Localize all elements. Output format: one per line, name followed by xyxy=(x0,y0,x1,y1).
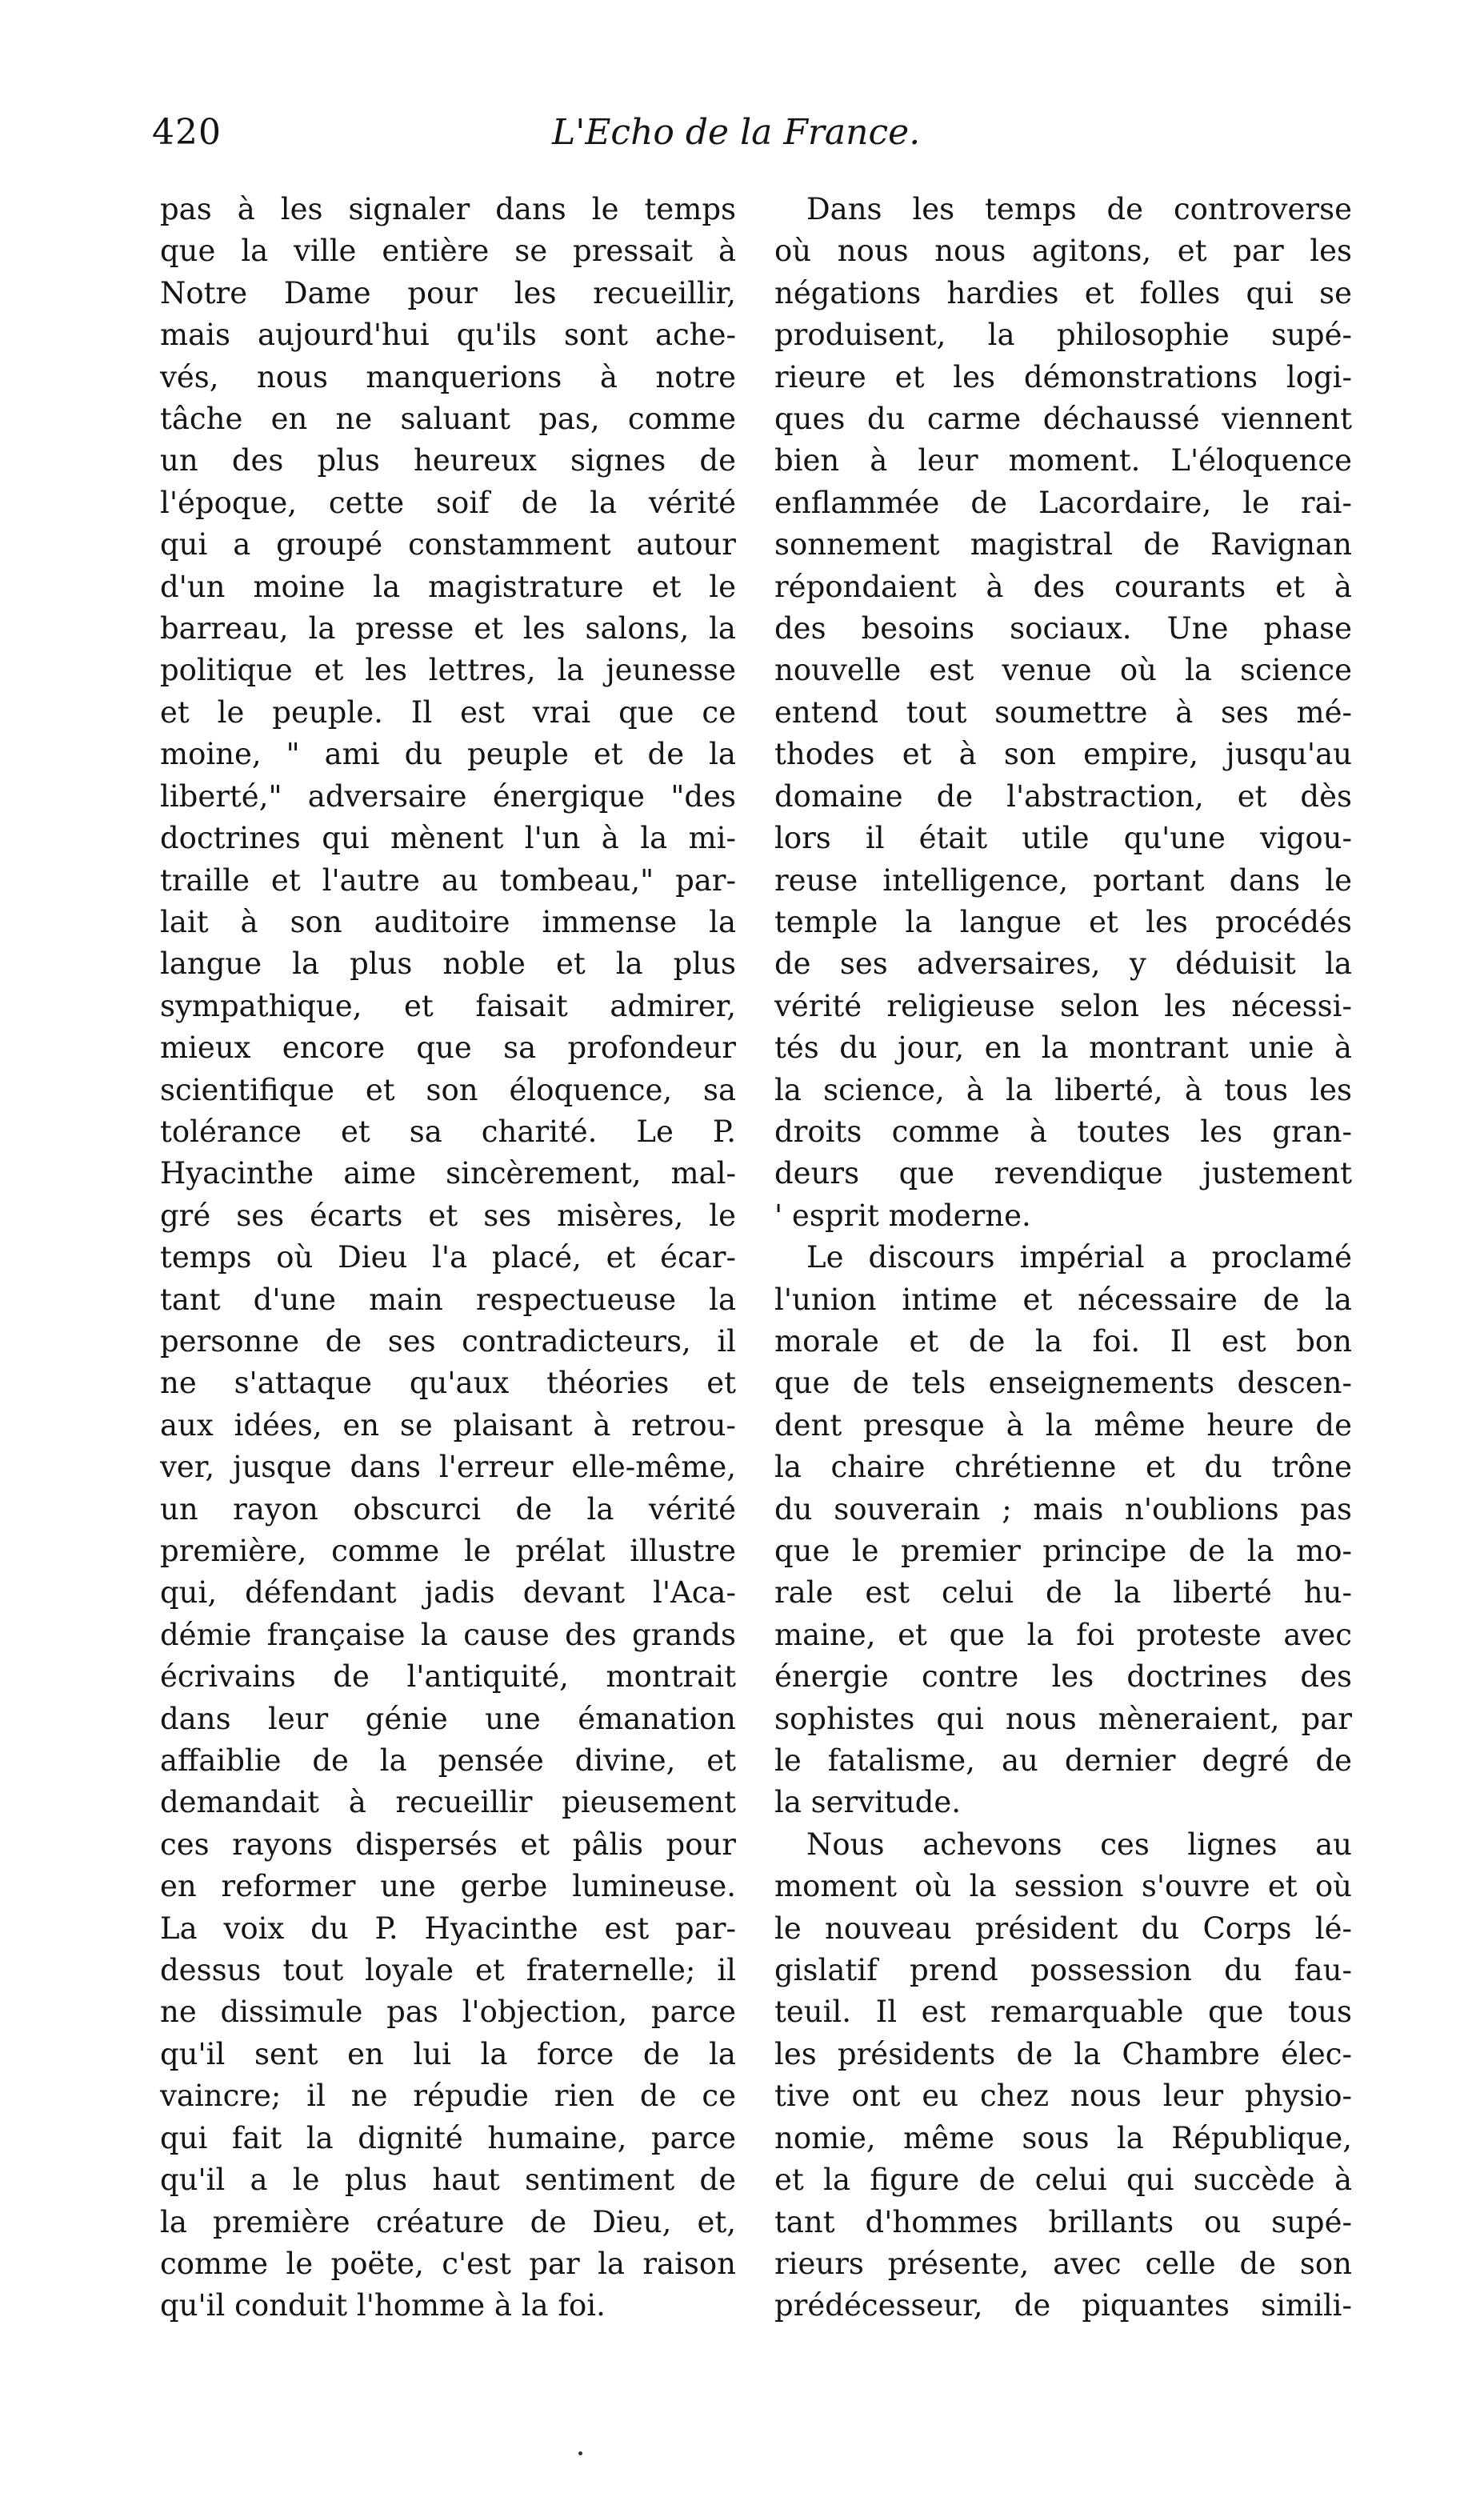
text-line: maine, et que la foi proteste avec xyxy=(774,1617,1352,1652)
running-title: L'Echo de la France. xyxy=(552,112,921,153)
text-line: prédécesseur, de piquantes simili- xyxy=(774,2288,1352,2323)
text-line: et le peuple. Il est vrai que ce xyxy=(160,694,736,730)
text-line: temple la langue et les procédés xyxy=(774,904,1352,939)
text-line: gislatif prend possession du fau- xyxy=(774,1953,1352,1988)
text-line: qu'il conduit l'homme à la foi. xyxy=(160,2288,606,2323)
text-line: ques du carme déchaussé viennent xyxy=(774,402,1352,437)
text-line: mais aujourd'hui qu'ils sont ache- xyxy=(160,318,736,353)
text-line: que de tels enseignements descen- xyxy=(774,1366,1352,1401)
text-line: doctrines qui mènent l'un à la mi- xyxy=(160,821,736,856)
running-header xyxy=(152,112,921,176)
text-line: un rayon obscurci de la vérité xyxy=(160,1491,736,1527)
text-line: nomie, même sous la République, xyxy=(774,2120,1352,2155)
text-line: et la figure de celui qui succède à xyxy=(774,2163,1352,2198)
text-line: rieure et les démonstrations logi- xyxy=(774,359,1352,394)
text-line: domaine de l'abstraction, et dès xyxy=(774,778,1352,814)
text-line: démie française la cause des grands xyxy=(160,1617,736,1652)
text-line: qui a groupé constamment autour xyxy=(160,527,736,562)
text-line: les présidents de la Chambre élec- xyxy=(774,2036,1352,2071)
text-line: temps où Dieu l'a placé, et écar- xyxy=(160,1240,736,1275)
text-line: rieurs présente, avec celle de son xyxy=(774,2246,1352,2281)
text-line: le nouveau président du Corps lé- xyxy=(774,1911,1352,1946)
text-line: qui fait la dignité humaine, parce xyxy=(160,2120,736,2155)
text-line: gré ses écarts et ses misères, le xyxy=(160,1198,736,1233)
text-line: tolérance et sa charité. Le P. xyxy=(160,1114,736,1149)
text-line: mieux encore que sa profondeur xyxy=(160,1030,736,1066)
text-line: rale est celui de la liberté hu- xyxy=(774,1575,1352,1611)
text-line: sonnement magistral de Ravignan xyxy=(774,527,1352,562)
text-line: deurs que revendique justement xyxy=(774,1156,1352,1191)
text-line: que le premier principe de la mo- xyxy=(774,1534,1352,1568)
text-line: nouvelle est venue où la science xyxy=(774,653,1352,688)
text-line: morale et de la foi. Il est bon xyxy=(774,1323,1352,1359)
text-line: la première créature de Dieu, et, xyxy=(160,2204,736,2239)
text-line: La voix du P. Hyacinthe est par- xyxy=(160,1911,736,1946)
text-line: barreau, la presse et les salons, la xyxy=(160,611,736,646)
text-line: tant d'une main respectueuse la xyxy=(160,1282,736,1317)
text-line: personne de ses contradicteurs, il xyxy=(160,1323,736,1359)
text-line: politique et les lettres, la jeunesse xyxy=(160,653,736,688)
text-line: que la ville entière se pressait à xyxy=(160,234,736,269)
text-line: langue la plus noble et la plus xyxy=(160,946,736,982)
text-line: enflammée de Lacordaire, le rai- xyxy=(774,485,1352,520)
text-line: dessus tout loyale et fraternelle; il xyxy=(160,1953,736,1988)
text-line: bien à leur moment. L'éloquence xyxy=(774,443,1352,478)
text-line: thodes et à son empire, jusqu'au xyxy=(774,737,1352,772)
paragraph-start-line: Dans les temps de controverse xyxy=(806,192,1352,226)
text-line: liberté," adversaire énergique "des xyxy=(160,778,736,814)
text-line: scientifique et son éloquence, sa xyxy=(160,1072,736,1107)
text-line: demandait à recueillir pieusement xyxy=(160,1785,736,1820)
text-line: tés du jour, en la montrant unie à xyxy=(774,1030,1352,1066)
text-line: qu'il sent en lui la force de la xyxy=(160,2036,736,2071)
text-line: sophistes qui nous mèneraient, par xyxy=(774,1701,1352,1736)
text-line: Hyacinthe aime sincèrement, mal- xyxy=(160,1156,736,1191)
text-line: d'un moine la magistrature et le xyxy=(160,569,736,604)
text-line: première, comme le prélat illustre xyxy=(160,1534,736,1568)
text-line: vérité religieuse selon les nécessi- xyxy=(774,988,1352,1023)
text-line: tant d'hommes brillants ou supé- xyxy=(774,2204,1352,2239)
text-line: moine, " ami du peuple et de la xyxy=(160,737,736,772)
paragraph-start-line: Le discours impérial a proclamé xyxy=(806,1240,1352,1275)
text-line: pas à les signaler dans le temps xyxy=(160,192,736,226)
text-line: vés, nous manquerions à notre xyxy=(160,359,736,394)
text-line: où nous nous agitons, et par les xyxy=(774,234,1352,269)
text-line: ver, jusque dans l'erreur elle-même, xyxy=(160,1450,736,1485)
text-line: dent presque à la même heure de xyxy=(774,1407,1352,1443)
text-line: reuse intelligence, portant dans le xyxy=(774,862,1352,898)
ink-speck xyxy=(578,2451,582,2455)
text-line: ces rayons dispersés et pâlis pour xyxy=(160,1827,736,1862)
text-line: produisent, la philosophie supé- xyxy=(774,318,1352,353)
text-line: lors il était utile qu'une vigou- xyxy=(774,821,1352,856)
text-line: lait à son auditoire immense la xyxy=(160,904,736,939)
text-line: de ses adversaires, y déduisit la xyxy=(774,946,1352,982)
text-line: vaincre; il ne répudie rien de ce xyxy=(160,2079,736,2114)
text-line: sympathique, et faisait admirer, xyxy=(160,988,736,1023)
text-line: teuil. Il est remarquable que tous xyxy=(774,1995,1352,2030)
text-line: l'époque, cette soif de la vérité xyxy=(160,485,736,520)
text-line: aux idées, en se plaisant à retrou- xyxy=(160,1407,736,1443)
text-line: énergie contre les doctrines des xyxy=(774,1659,1352,1695)
right-column xyxy=(774,189,1352,2327)
text-line: moment où la session s'ouvre et où xyxy=(774,1869,1352,1904)
left-column xyxy=(160,189,736,2327)
text-line: ' esprit moderne. xyxy=(774,1198,1031,1233)
text-line: écrivains de l'antiquité, montrait xyxy=(160,1659,736,1695)
text-line: tive ont eu chez nous leur physio- xyxy=(774,2079,1352,2114)
text-line: la chaire chrétienne et du trône xyxy=(774,1450,1352,1485)
paragraph-start-line: Nous achevons ces lignes au xyxy=(806,1827,1352,1862)
text-line: tâche en ne saluant pas, comme xyxy=(160,402,736,437)
text-line: le fatalisme, au dernier degré de xyxy=(774,1743,1352,1779)
text-line: en reformer une gerbe lumineuse. xyxy=(160,1869,736,1904)
text-line: répondaient à des courants et à xyxy=(774,569,1352,604)
text-line: traille et l'autre au tombeau," par- xyxy=(160,862,736,898)
text-line: qui, défendant jadis devant l'Aca- xyxy=(160,1575,736,1611)
text-line: l'union intime et nécessaire de la xyxy=(774,1282,1352,1317)
text-line: droits comme à toutes les gran- xyxy=(774,1114,1352,1149)
text-line: la servitude. xyxy=(774,1785,962,1820)
text-line: entend tout soumettre à ses mé- xyxy=(774,694,1352,730)
page-number: 420 xyxy=(152,112,222,153)
text-line: qu'il a le plus haut sentiment de xyxy=(160,2163,736,2198)
text-line: un des plus heureux signes de xyxy=(160,443,736,478)
text-line: des besoins sociaux. Une phase xyxy=(774,611,1352,646)
text-line: la science, à la liberté, à tous les xyxy=(774,1072,1352,1107)
text-line: Notre Dame pour les recueillir, xyxy=(160,275,736,310)
text-line: ne dissimule pas l'objection, parce xyxy=(160,1995,736,2030)
text-line: du souverain ; mais n'oublions pas xyxy=(774,1491,1352,1527)
text-line: dans leur génie une émanation xyxy=(160,1701,736,1736)
text-line: comme le poëte, c'est par la raison xyxy=(160,2246,736,2281)
text-line: affaiblie de la pensée divine, et xyxy=(160,1743,736,1779)
text-line: ne s'attaque qu'aux théories et xyxy=(160,1366,736,1401)
text-line: négations hardies et folles qui se xyxy=(774,275,1352,310)
